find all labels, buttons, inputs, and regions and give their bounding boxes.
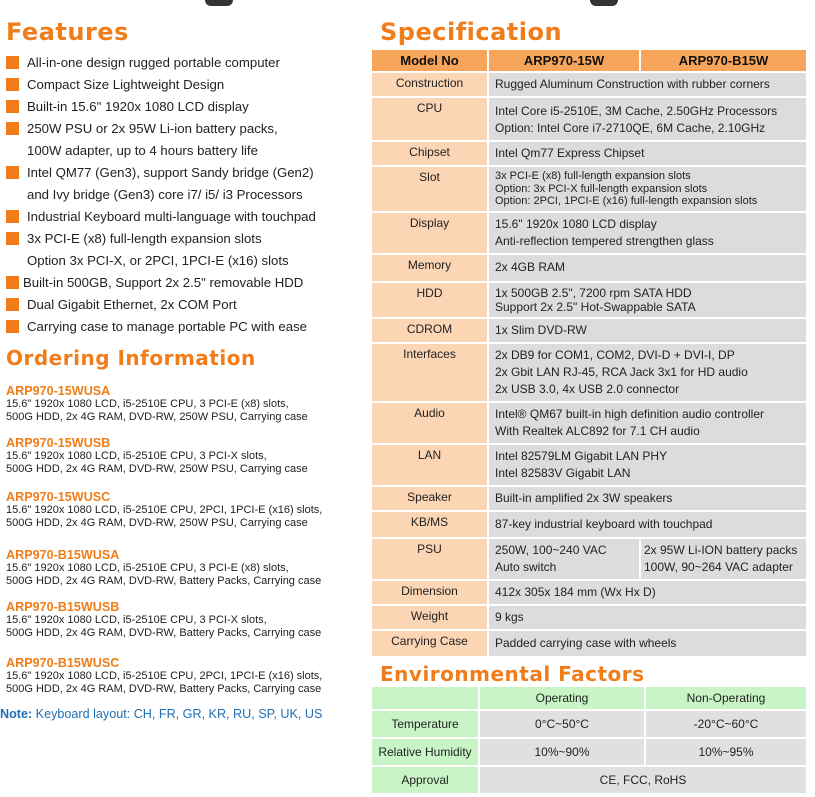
feature-item: All-in-one design rugged portable computer — [6, 52, 366, 74]
spec-value: Intel® QM67 built-in high definition audio controller With Realtek ALC892 for 7.1 CH audio — [489, 403, 806, 443]
bullet-square-icon — [6, 166, 19, 179]
environment-table — [370, 685, 808, 795]
spec-row-display — [372, 213, 806, 253]
spec-row-hdd — [372, 283, 806, 317]
features-title: Features — [6, 18, 129, 46]
ordering-desc: 15.6" 1920x 1080 LCD, i5-2510E CPU, 2PCI, 1PCI-E (x16) slots, — [6, 670, 323, 682]
env-row-humidity — [372, 739, 806, 765]
spec-label: Dimension — [372, 581, 487, 604]
env-approval-value: CE, FCC, RoHS — [480, 767, 806, 793]
spec-value: Intel 82579LM Gigabit LAN PHY Intel 82583V Gigabit LAN — [489, 445, 806, 485]
spec-header-model-a: ARP970-15W — [489, 50, 639, 71]
ordering-desc: 500G HDD, 2x 4G RAM, DVD-RW, 250W PSU, Carrying case — [6, 517, 308, 529]
spec-value: 412x 305x 184 mm (Wx Hx D) — [489, 581, 806, 604]
feature-item: Built-in 500GB, Support 2x 2.5" removable HDD — [6, 272, 366, 294]
spec-row-interfaces — [372, 344, 806, 401]
bullet-square-icon — [6, 320, 19, 333]
spec-value: 15.6" 1920x 1080 LCD display Anti-reflection tempered strengthen glass — [489, 213, 806, 253]
bullet-square-icon — [6, 122, 19, 135]
spec-row-dimension — [372, 581, 806, 604]
note-label: Note: — [0, 707, 33, 721]
ordering-desc: 15.6" 1920x 1080 LCD, i5-2510E CPU, 3 PCI-E (x8) slots, — [6, 562, 289, 574]
env-header-row — [372, 687, 806, 709]
feature-item: Carrying case to manage portable PC with ease — [6, 316, 366, 338]
spec-row-memory — [372, 255, 806, 281]
spec-row-audio — [372, 403, 806, 443]
ordering-desc: 500G HDD, 2x 4G RAM, DVD-RW, Battery Packs, Carrying case — [6, 683, 322, 695]
env-operating-value: 10%~90% — [480, 739, 644, 765]
spec-label: Carrying Case — [372, 631, 487, 656]
spec-label: CDROM — [372, 319, 487, 342]
env-label: Temperature — [372, 711, 478, 737]
spec-value-psu-standard: 250W, 100~240 VAC Auto switch — [489, 539, 639, 579]
spec-row-weight — [372, 606, 806, 629]
ordering-desc: 15.6" 1920x 1080 LCD, i5-2510E CPU, 3 PCI-X slots, — [6, 614, 267, 626]
spec-value: Intel Qm77 Express Chipset — [489, 142, 806, 165]
spec-value: Intel Core i5-2510E, 3M Cache, 2.50GHz Processors Option: Intel Core i7-2710QE, 6M Cache, 2.10GHz — [489, 98, 806, 140]
env-row-temperature — [372, 711, 806, 737]
feature-item: Industrial Keyboard multi-language with touchpad — [6, 206, 366, 228]
spec-row-carrying-case — [372, 631, 806, 656]
env-header-blank — [372, 687, 478, 709]
spec-label: Speaker — [372, 487, 487, 510]
spec-label: Construction — [372, 73, 487, 96]
spec-label: HDD — [372, 283, 487, 317]
ordering-desc: 15.6" 1920x 1080 LCD, i5-2510E CPU, 3 PCI-E (x8) slots, — [6, 398, 289, 410]
bullet-square-icon — [6, 56, 19, 69]
spec-label: Chipset — [372, 142, 487, 165]
spec-label: Interfaces — [372, 344, 487, 401]
bullet-square-icon — [6, 100, 19, 113]
spec-label: KB/MS — [372, 512, 487, 537]
spec-value: 9 kgs — [489, 606, 806, 629]
spec-label: Display — [372, 213, 487, 253]
spec-value-psu-battery: 2x 95W Li-ION battery packs 100W, 90~264 VAC adapter — [641, 539, 806, 579]
env-row-approval — [372, 767, 806, 793]
feature-item: Dual Gigabit Ethernet, 2x COM Port — [6, 294, 366, 316]
spec-row-speaker — [372, 487, 806, 510]
spec-row-cpu — [372, 98, 806, 140]
spec-value: Padded carrying case with wheels — [489, 631, 806, 656]
ordering-item — [6, 656, 366, 696]
spec-label: PSU — [372, 539, 487, 579]
spec-value: 1x 500GB 2.5", 7200 rpm SATA HDD Support 2x 2.5" Hot-Swappable SATA — [489, 283, 806, 317]
spec-value: 3x PCI-E (x8) full-length expansion slots Option: 3x PCI-X full-length expansion slots Option: 2PCI, 1PCI-E (x16) full-length expansion slots — [489, 167, 806, 211]
env-header-operating: Operating — [480, 687, 644, 709]
ordering-item — [6, 384, 366, 424]
feature-item-continuation: Option 3x PCI-X, or 2PCI, 1PCI-E (x16) slots — [27, 253, 289, 268]
note-text: Keyboard layout: CH, FR, GR, KR, RU, SP, UK, US — [32, 707, 323, 721]
env-non-operating-value: 10%~95% — [646, 739, 806, 765]
ordering-model: ARP970-15WUSC — [6, 490, 111, 504]
feature-item-continuation: and Ivy bridge (Gen3) core i7/ i5/ i3 Processors — [27, 187, 303, 202]
spec-value: 2x 4GB RAM — [489, 255, 806, 281]
env-label: Relative Humidity — [372, 739, 478, 765]
bullet-square-icon — [6, 210, 19, 223]
bullet-square-icon — [6, 232, 19, 245]
ordering-model: ARP970-15WUSB — [6, 436, 111, 450]
specification-table — [370, 48, 808, 658]
spec-label: CPU — [372, 98, 487, 140]
ordering-desc: 15.6" 1920x 1080 LCD, i5-2510E CPU, 2PCI, 1PCI-E (x16) slots, — [6, 504, 323, 516]
spec-label: Weight — [372, 606, 487, 629]
feature-item: 250W PSU or 2x 95W Li-ion battery packs, — [6, 118, 366, 140]
ordering-item — [6, 436, 366, 476]
env-header-non-operating: Non-Operating — [646, 687, 806, 709]
spec-label: LAN — [372, 445, 487, 485]
top-decoration-right — [590, 0, 618, 6]
spec-value: 1x Slim DVD-RW — [489, 319, 806, 342]
spec-row-chipset — [372, 142, 806, 165]
specification-title: Specification — [380, 18, 563, 46]
spec-row-lan — [372, 445, 806, 485]
ordering-item — [6, 548, 366, 588]
ordering-model: ARP970-B15WUSB — [6, 600, 120, 614]
spec-row-psu — [372, 539, 806, 579]
env-operating-value: 0°C~50°C — [480, 711, 644, 737]
feature-item: Compact Size Lightweight Design — [6, 74, 366, 96]
spec-value: 87-key industrial keyboard with touchpad — [489, 512, 806, 537]
environmental-title: Environmental Factors — [380, 662, 645, 686]
spec-header-model-b: ARP970-B15W — [641, 50, 806, 71]
bullet-square-icon — [6, 78, 19, 91]
spec-value: Rugged Aluminum Construction with rubber corners — [489, 73, 806, 96]
spec-row-kbms — [372, 512, 806, 537]
ordering-model: ARP970-15WUSA — [6, 384, 111, 398]
ordering-model: ARP970-B15WUSA — [6, 548, 120, 562]
ordering-desc: 15.6" 1920x 1080 LCD, i5-2510E CPU, 3 PCI-X slots, — [6, 450, 267, 462]
spec-row-cdrom — [372, 319, 806, 342]
ordering-desc: 500G HDD, 2x 4G RAM, DVD-RW, Battery Packs, Carrying case — [6, 627, 322, 639]
ordering-item — [6, 600, 366, 640]
spec-label: Memory — [372, 255, 487, 281]
ordering-desc: 500G HDD, 2x 4G RAM, DVD-RW, 250W PSU, Carrying case — [6, 411, 308, 423]
env-label: Approval — [372, 767, 478, 793]
ordering-model: ARP970-B15WUSC — [6, 656, 120, 670]
spec-row-construction — [372, 73, 806, 96]
feature-item: 3x PCI-E (x8) full-length expansion slots — [6, 228, 366, 250]
keyboard-note — [0, 707, 322, 721]
env-non-operating-value: -20°C~60°C — [646, 711, 806, 737]
bullet-square-icon — [6, 276, 19, 289]
spec-header-model-no: Model No — [372, 50, 487, 71]
ordering-desc: 500G HDD, 2x 4G RAM, DVD-RW, 250W PSU, Carrying case — [6, 463, 308, 475]
ordering-title: Ordering Information — [6, 346, 256, 370]
spec-value: Built-in amplified 2x 3W speakers — [489, 487, 806, 510]
spec-value: 2x DB9 for COM1, COM2, DVI-D + DVI-I, DP 2x Gbit LAN RJ-45, RCA Jack 3x1 for HD audio 2x USB 3.0, 4x USB 2.0 connector — [489, 344, 806, 401]
feature-item: Intel QM77 (Gen3), support Sandy bridge (Gen2) — [6, 162, 366, 184]
feature-item: Built-in 15.6" 1920x 1080 LCD display — [6, 96, 366, 118]
spec-label: Slot — [372, 167, 487, 211]
ordering-item — [6, 490, 366, 530]
spec-label: Audio — [372, 403, 487, 443]
bullet-square-icon — [6, 298, 19, 311]
feature-item-continuation: 100W adapter, up to 4 hours battery life — [27, 143, 258, 158]
features-list — [6, 52, 366, 338]
ordering-desc: 500G HDD, 2x 4G RAM, DVD-RW, Battery Packs, Carrying case — [6, 575, 322, 587]
top-decoration-left — [205, 0, 233, 6]
spec-header-row — [372, 50, 806, 71]
spec-row-slot — [372, 167, 806, 211]
